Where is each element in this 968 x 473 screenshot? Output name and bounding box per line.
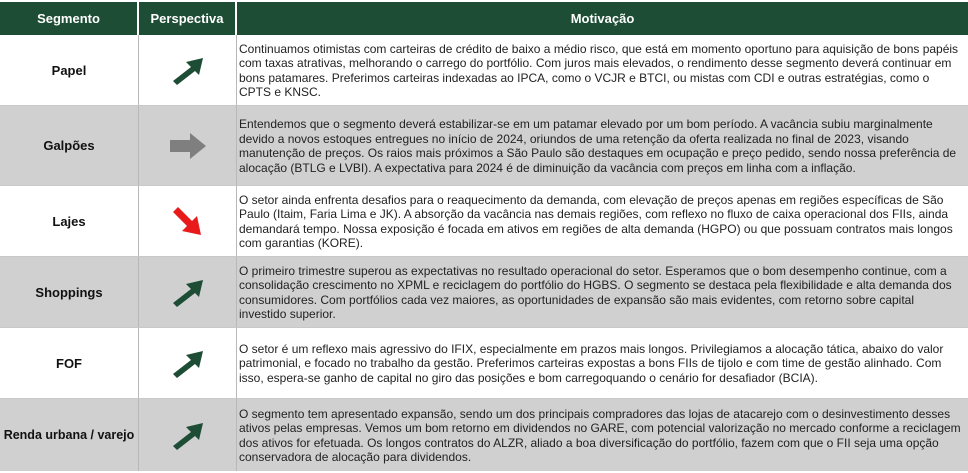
segment-outlook-table (0, 2, 968, 471)
motivation-text: O setor é um reflexo mais agressivo do IFIX, especialmente em prazos mais longos. Privilegiamos a alocação tática, abaixo do valor patrimonial, e focado no trabalho da gestão. Preferimos carteiras expostas a bons FIIs de tijolo e com time de gestão alinhado. Com isso, espera-se ganho de capital no giro das posições e bom carregoquando o cenário for desafiador (BCIA). (239, 341, 944, 385)
header-segment: Segmento (0, 2, 139, 35)
segment-name: Shoppings (0, 257, 139, 327)
segment-name: Galpões (0, 106, 139, 185)
arrow-up-right-icon (170, 54, 206, 86)
perspective-cell (139, 399, 237, 471)
perspective-cell (139, 328, 237, 398)
segment-name: Lajes (0, 186, 139, 256)
header-motivation: Motivação (570, 11, 635, 26)
segment-name: FOF (0, 328, 139, 398)
arrow-down-right-icon (170, 204, 206, 238)
perspective-cell (139, 257, 237, 327)
segment-name: Renda urbana / varejo (0, 399, 139, 471)
table-row (0, 106, 968, 186)
perspective-cell (139, 35, 237, 105)
table-header (0, 2, 968, 35)
table-row (0, 328, 968, 399)
perspective-cell (139, 106, 237, 185)
motivation-text: O primeiro trimestre superou as expectativas no resultado operacional do setor. Esperamos que o bom desempenho continue, com a consolidação crescimento no XPML e reciclagem do portfólio do HGBS. O segmento se destaca pela flexibilidade e alta demanda dos consumidores. Com portfólios cada vez maiores, as oportunidades de expansão são mais evidentes, com retorno sobre capital investido superior. (239, 263, 952, 321)
motivation-text: O segmento tem apresentado expansão, sendo um dos principais compradores das lojas de atacarejo com o desinvestimento desses ativos pelas empresas. Vemos um bom retorno em dividendos no GARE, com potencial valorização no mercado conforme a reciclagem dos ativos for efetuada. Os longos contratos do ALZR, aliado a boa diversificação do portfólio, fazem com que o FII seja uma opção conservadora de alocação para dividendos. (239, 406, 961, 464)
motivation-text: O setor ainda enfrenta desafios para o reaquecimento da demanda, com elevação de preços apenas em regiões específicas de São Paulo (Itaim, Faria Lima e JK). A absorção da vacância nas demais regiões, com reflexo no fluxo de caixa operacional dos FIIs, ainda demandará tempo. Nossa exposição é focada em ativos em regiões de alta demanda (HGPO) ou que possuam contratos mais longos com garantias (KORE). (239, 192, 953, 250)
arrow-up-right-icon (170, 419, 206, 451)
table-row (0, 186, 968, 257)
motivation-text: Entendemos que o segmento deverá estabilizar-se em um patamar elevado por um bom período. A vacância subiu marginalmente devido a novos estoques entregues no início de 2024, oriundos de uma retenção da oferta realizada no final de 2023, visando manutenção de preços. Os raios mais próximos a São Paulo são destaques em ocupação e preço pedido, sendo nossa preferência de alocação (BTLG e LVBI). A expectativa para 2024 é de diminuição da vacância com preços em linha com a inflação. (239, 117, 957, 175)
motivation-text: Continuamos otimistas com carteiras de crédito de baixo a médio risco, que está em momento oportuno para aquisição de bons papéis com taxas atrativas, melhorando o carrego do portfólio. Com juros mais elevados, o rendimento desse segmento deverá continuar em bons patamares. Preferimos carteiras indexadas ao IPCA, como o VCJR e BTCI, ou mistas com CDI e outras estratégias, como o CPTS e KNSC. (239, 41, 959, 99)
segment-name: Papel (0, 35, 139, 105)
table-row (0, 35, 968, 106)
header-perspective: Perspectiva (139, 2, 237, 35)
arrow-up-right-icon (170, 276, 206, 308)
table-row (0, 399, 968, 471)
table-row (0, 257, 968, 328)
perspective-cell (139, 186, 237, 256)
arrow-right-icon (168, 131, 208, 161)
arrow-up-right-icon (170, 347, 206, 379)
